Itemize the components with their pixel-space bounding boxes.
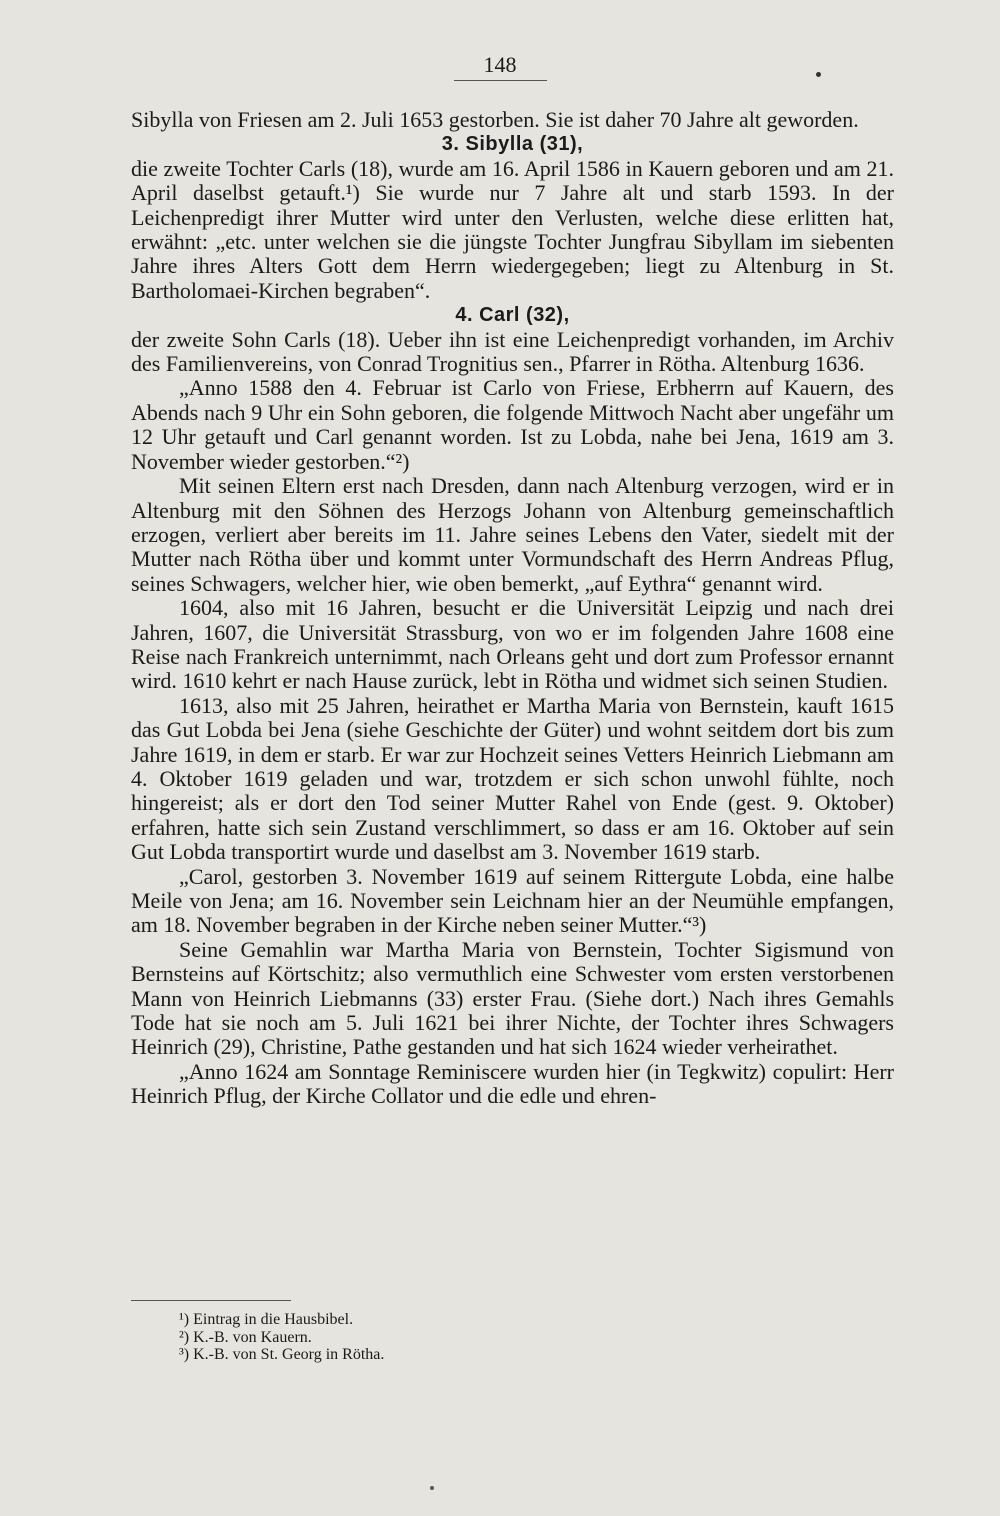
print-speck	[816, 72, 821, 77]
footnote-2: ²) K.-B. von Kauern.	[179, 1328, 312, 1346]
paragraph: Sibylla von Friesen am 2. Juli 1653 gestorben. Sie ist daher 70 Jahre alt geworden.	[131, 107, 859, 132]
section-heading: 3. Sibylla (31),	[441, 133, 584, 156]
section-heading: 4. Carl (32),	[455, 304, 570, 327]
paragraph: Seine Gemahlin war Martha Maria von Bernstein, Tochter Sigismund von Bernsteins auf Körtschitz; also vermuthlich eine Schwester vom ersten verstorbenen Mann von Heinrich Liebmanns (33) erster Frau. (Siehe dort.) Nach ihres Gemahls Tode hat sie noch am 5. Juli 1621 bei ihrer Nichte, der Tochter ihres Schwagers Heinrich (29), Christine, Pathe gestanden und hat sich 1624 wieder verheirathet.	[131, 936, 894, 1060]
paragraph: „Anno 1588 den 4. Februar ist Carlo von Friese, Erbherrn auf Kauern, des Abends nach 9 Uhr ein Sohn geboren, die folgende Mittwoch Nacht aber ungefähr um 12 Uhr getauft und Carl genannt worden. Ist zu Lobda, nahe bei Jena, 1619 am 3. November wieder gestorben.“²)	[131, 375, 894, 474]
paragraph: 1613, also mit 25 Jahren, heirathet er Martha Maria von Bernstein, kauft 1615 das Gut Lobda bei Jena (siehe Geschichte der Güter) und wohnt seitdem dort bis zum Jahre 1619, in dem er starb. Er war zur Hochzeit seines Vetters Heinrich Liebmann am 4. Oktober 1619 geladen und war, trotzdem er sich schon unwohl fühlte, noch hingereist; als er dort den Tod seiner Mutter Rahel von Ende (gest. 9. Oktober) erfahren, hatte sich sein Zustand verschlimmert, so dass er am 16. Oktober auf sein Gut Lobda transportirt wurde und daselbst am 3. November 1619 starb.	[131, 692, 894, 865]
paragraph: 1604, also mit 16 Jahren, besucht er die Universität Leipzig und nach drei Jahren, 1607, die Universität Strassburg, von wo er im folgenden Jahre 1608 eine Reise nach Frankreich unternimmt, nach Orleans geht und dort zum Professor ernannt wird. 1610 kehrt er nach Hause zurück, lebt in Rötha und widmet sich seinen Studien.	[131, 595, 894, 694]
page-number: 148	[454, 52, 547, 81]
paragraph: Mit seinen Eltern erst nach Dresden, dann nach Altenburg verzogen, wird er in Altenburg mit den Söhnen des Herzogs Johann von Altenburg gemeinschaftlich erzogen, verliert aber bereits im 11. Jahre seines Lebens den Vater, siedelt mit der Mutter nach Rötha über und kommt unter Vormundschaft des Herrn Andreas Pflug, seines Schwagers, welcher hier, wie oben bemerkt, „auf Eythra“ genannt wird.	[131, 473, 894, 596]
paragraph: der zweite Sohn Carls (18). Ueber ihn ist eine Leichenpredigt vorhanden, im Archiv des Familienvereins, von Conrad Trognitius sen., Pfarrer in Rötha. Altenburg 1636.	[131, 326, 894, 377]
footnote-1: ¹) Eintrag in die Hausbibel.	[179, 1311, 354, 1328]
paragraph: „Anno 1624 am Sonntage Reminiscere wurden hier (in Tegkwitz) copulirt: Herr Heinrich Pflug, der Kirche Collator und die edle und ehren-	[131, 1058, 894, 1109]
print-speck-bottom	[430, 1486, 434, 1490]
paragraph: „Carol, gestorben 3. November 1619 auf seinem Rittergute Lobda, eine halbe Meile von Jena; am 16. November sein Leichnam hier an der Neumühle empfangen, am 18. November begraben in der Kirche neben seiner Mutter.“³)	[131, 863, 894, 938]
footnote-3: ³) K.-B. von St. Georg in Rötha.	[179, 1346, 385, 1363]
footnote-rule	[131, 1300, 291, 1301]
paragraph: die zweite Tochter Carls (18), wurde am 16. April 1586 in Kauern geboren und am 21. April daselbst getauft.¹) Sie wurde nur 7 Jahre alt und starb 1593. In der Leichenpredigt ihrer Mutter wird unter den Verlusten, welche diese erlitten hat, erwähnt: „etc. unter welchen sie die jüngste Tochter Jungfrau Sibyllam im siebenten Jahre ihres Alters Gott dem Herrn wiedergegeben; liegt zu Altenburg in St. Bartholomaei-Kirchen begraben“.	[131, 155, 894, 303]
page-header	[0, 52, 1000, 81]
main-text	[131, 108, 894, 1109]
footnotes	[131, 1300, 894, 1364]
